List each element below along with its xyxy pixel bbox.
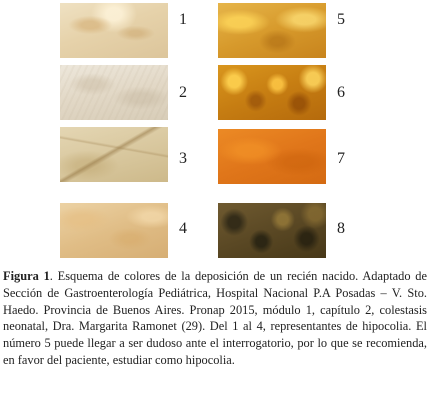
- stool-swatch-2: [60, 65, 168, 120]
- stool-swatch-7: [218, 129, 326, 184]
- stool-swatch-6: [218, 65, 326, 120]
- stool-swatch-5: [218, 3, 326, 58]
- swatch-number-6: 6: [337, 84, 345, 101]
- figure-caption: [3, 268, 427, 369]
- figure-caption-text: . Esquema de colores de la deposición de un recién nacido. Adaptado de Sección de Gastroenterología Pediátrica, Hospital Nacional P.A Posadas – V. Sto. Haedo. Provincia de Buenos Aires. Pronap 2015, módulo 1, capítulo 2, colestasis neonatal, Dra. Margarita Ramonet (29). Del 1 al 4, representantes de hipocolia. El número 5 puede llegar a ser dudoso ante el interrogatorio, por lo que se recomienda, en favor del paciente, estudiar como hipocolia.: [3, 269, 427, 367]
- swatch-number-3: 3: [179, 150, 187, 167]
- swatch-number-2: 2: [179, 84, 187, 101]
- swatch-number-5: 5: [337, 11, 345, 28]
- swatch-number-8: 8: [337, 220, 345, 237]
- swatch-number-7: 7: [337, 150, 345, 167]
- swatch-number-1: 1: [179, 11, 187, 28]
- stool-swatch-1: [60, 3, 168, 58]
- figure-caption-label: Figura 1: [3, 269, 50, 283]
- stool-swatch-4: [60, 203, 168, 258]
- swatch-number-4: 4: [179, 220, 187, 237]
- stool-swatch-3: [60, 127, 168, 182]
- stool-swatch-8: [218, 203, 326, 258]
